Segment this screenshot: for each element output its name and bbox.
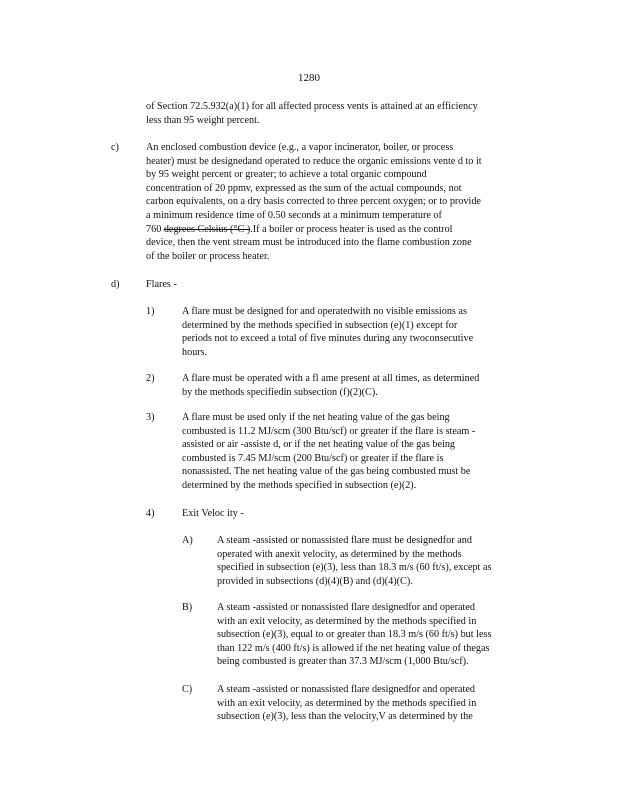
deleted-text: degrees Celsius (°C ) (163, 223, 251, 235)
item-1-label: 1) (146, 306, 155, 317)
text-line: subsection (e)(3), equal to or greater than 18.3 m/s (60 ft/s) but less (217, 629, 492, 641)
text-segment: .If a boiler or process heater is used as the control (250, 223, 453, 235)
text-line: heater) must be designedand operated to reduce the organic emissions vente d to it (146, 155, 482, 167)
subitem-a-paragraph (217, 534, 491, 588)
section-d-title: Flares - (146, 279, 177, 290)
text-line: device, then the vent stream must be introduced into the flame combustion zone (146, 237, 472, 249)
subitem-c-paragraph (217, 683, 476, 724)
text-line: by the methods specifiedin subsection (f)(2)(C). (182, 386, 378, 398)
text-line: A flare must be operated with a fl ame present at all times, as determined (182, 373, 480, 384)
text-line: hours. (182, 346, 208, 358)
subitem-a-label: A) (182, 535, 193, 546)
text-line: concentration of 20 ppmv, expressed as the sum of the actual compounds, not (146, 182, 462, 194)
text-line: a minimum residence time of 0.50 seconds at a minimum temperature of (146, 209, 442, 221)
text-line: combusted is 11.2 MJ/scm (300 Btu/scf) or greater if the flare is steam - (182, 425, 476, 437)
item-4-label: 4) (146, 508, 155, 519)
text-line: A flare must be designed for and operatedwith no visible emissions as (182, 306, 467, 317)
text-line: periods not to exceed a total of five minutes during any twoconsecutive (182, 333, 474, 345)
text-line: A steam -assisted or nonassisted flare designedfor and operated (217, 602, 476, 613)
section-c-paragraph (146, 141, 482, 263)
item-2-paragraph (182, 372, 479, 399)
text-line: A flare must be used only if the net heating value of the gas being (182, 412, 450, 423)
subitem-b-label: B) (182, 602, 193, 613)
text-line: by 95 weight percent or greater; to achieve a total organic compound (146, 169, 427, 181)
continuation-paragraph (146, 100, 478, 127)
text-segment: 760 (146, 223, 164, 235)
text-line: of the boiler or process heater. (146, 250, 270, 262)
text-line-with-deletion (146, 223, 482, 237)
page-number: 1280 (298, 72, 320, 84)
text-line: carbon equivalents, on a dry basis corrected to three percent oxygen; or to provide (146, 196, 481, 208)
text-line: with an exit velocity, as determined by the methods specified in (217, 697, 477, 709)
text-line: operated with anexit velocity, as determined by the methods (217, 548, 462, 560)
text-line: assisted or air -assiste d, or if the net heating value of the gas being (182, 439, 456, 451)
text-line: than 122 m/s (400 ft/s) is allowed if the net heating value of thegas (217, 642, 490, 654)
item-3-label: 3) (146, 412, 155, 423)
text-line: of Section 72.5.932(a)(1) for all affected process vents is attained at an efficiency (146, 101, 478, 112)
item-2-label: 2) (146, 373, 155, 384)
subitem-c-label: C) (182, 684, 193, 695)
section-d-label: d) (111, 279, 120, 290)
text-line: with an exit velocity, as determined by the methods specified in (217, 615, 477, 627)
text-line: A steam -assisted or nonassisted flare designedfor and operated (217, 684, 476, 695)
text-line: A steam -assisted or nonassisted flare must be designedfor and (217, 535, 472, 546)
text-line: being combusted is greater than 37.3 MJ/scm (1,000 Btu/scf). (217, 656, 469, 668)
item-3-paragraph (182, 411, 475, 493)
text-line: determined by the methods specified in subsection (e)(2). (182, 479, 417, 491)
item-4-title: Exit Veloc ity - (182, 508, 244, 519)
item-1-paragraph (182, 305, 473, 359)
section-c-label: c) (111, 142, 119, 153)
text-line: combusted is 7.45 MJ/scm (200 Btu/scf) or greater if the flare is (182, 452, 444, 464)
text-line: nonassisted. The net heating value of the gas being combusted must be (182, 466, 471, 478)
text-line: determined by the methods specified in subsection (e)(1) except for (182, 319, 458, 331)
text-line: An enclosed combustion device (e.g., a vapor incinerator, boiler, or process (146, 142, 454, 153)
text-line: less than 95 weight percent. (146, 114, 260, 126)
text-line: provided in subsections (d)(4)(B) and (d)(4)(C). (217, 575, 413, 587)
subitem-b-paragraph (217, 601, 491, 669)
text-line: subsection (e)(3), less than the velocity,V as determined by the (217, 711, 473, 723)
text-line: specified in subsection (e)(3), less than 18.3 m/s (60 ft/s), except as (217, 562, 492, 574)
